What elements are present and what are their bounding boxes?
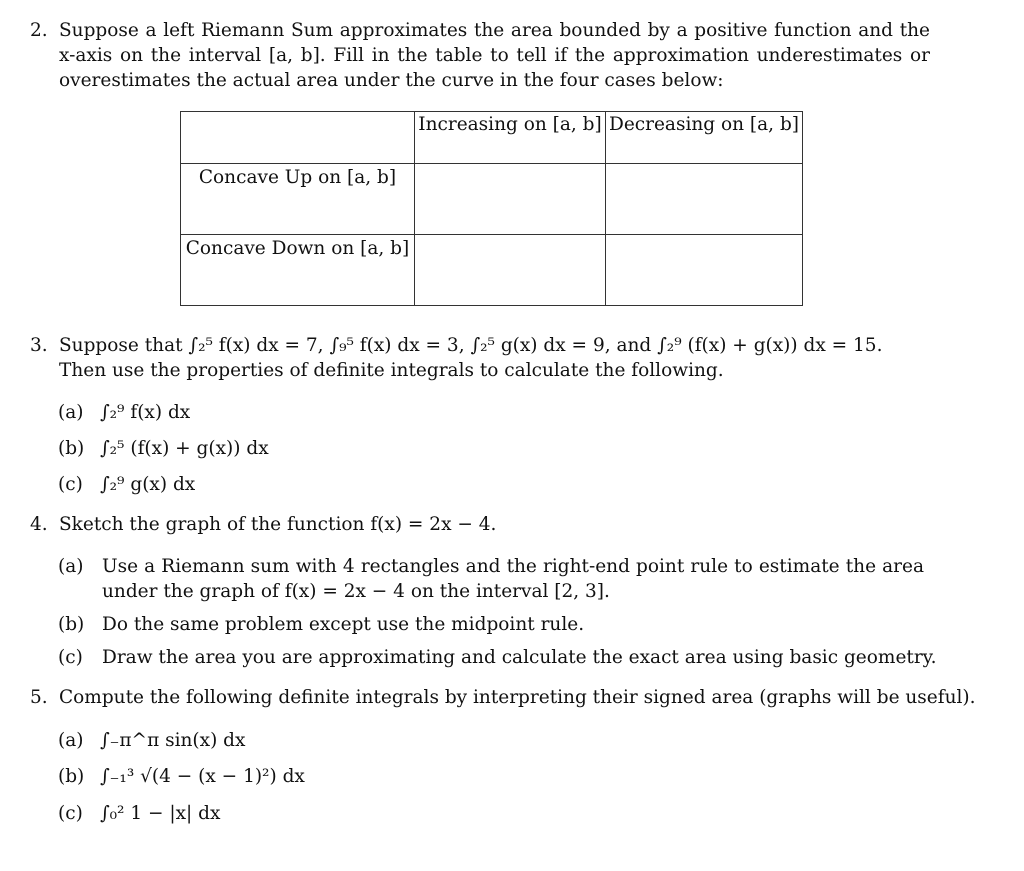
problem-text: Compute the following definite integrals by interpreting their signed area (graphs will be useful). — [59, 687, 976, 708]
answer-cell[interactable] — [415, 235, 606, 306]
part-text: Draw the area you are approximating and calculate the exact area using basic geometry. — [102, 647, 937, 668]
part-label: (a) — [58, 556, 84, 577]
part-label: (c) — [58, 803, 83, 824]
part-label: (c) — [58, 647, 83, 668]
part-label: (c) — [58, 474, 83, 495]
problem-5-part-b — [58, 764, 305, 789]
problem-3-part-b — [58, 436, 269, 461]
problem-3 — [30, 333, 930, 383]
problem-4-part-a — [58, 554, 924, 604]
part-text: Use a Riemann sum with 4 rectangles and the right-end point rule to estimate the area under the graph of f(x) = 2x − 4 on the interval [2, 3]. — [102, 556, 924, 602]
problem-2 — [30, 18, 930, 93]
problem-3-part-a — [58, 400, 190, 425]
part-text: ∫₋π^π sin(x) dx — [100, 730, 246, 751]
problem-instructions: Then use the properties of definite integrals to calculate the following. — [59, 360, 724, 381]
problem-5-part-c — [58, 801, 220, 826]
part-label: (a) — [58, 730, 84, 751]
row-header-concave-up: Concave Up on [a, b] — [181, 164, 415, 235]
part-text: ∫₋₁³ √(4 − (x − 1)²) dx — [100, 766, 305, 787]
part-text: ∫₂⁵ (f(x) + g(x)) dx — [100, 438, 269, 459]
problem-4 — [30, 512, 930, 537]
riemann-table — [180, 111, 803, 306]
problem-number: 4. — [30, 514, 48, 535]
column-header-increasing: Increasing on [a, b] — [415, 112, 606, 164]
problem-3-part-c — [58, 472, 195, 497]
problem-5 — [30, 685, 976, 710]
answer-cell[interactable] — [606, 164, 803, 235]
table-corner-cell — [181, 112, 415, 164]
column-header-decreasing: Decreasing on [a, b] — [606, 112, 803, 164]
problem-text: Sketch the graph of the function f(x) = 2x − 4. — [59, 514, 497, 535]
problem-4-part-b — [58, 612, 584, 637]
part-text: Do the same problem except use the midpoint rule. — [102, 614, 585, 635]
part-text: ∫₂⁹ g(x) dx — [100, 474, 196, 495]
problem-number: 5. — [30, 687, 48, 708]
problem-text: Suppose a left Riemann Sum approximates the area bounded by a positive function and the x-axis on the interval [a, b]. Fill in the table to tell if the approximation underestimates or overestimates the actual area under the curve in the four cases below: — [59, 20, 930, 91]
problem-given: Suppose that ∫₂⁵ f(x) dx = 7, ∫₉⁵ f(x) dx = 3, ∫₂⁵ g(x) dx = 9, and ∫₂⁹ (f(x) + g(x)) dx = 15. — [59, 335, 883, 356]
problem-number: 2. — [30, 20, 48, 41]
problem-4-part-c — [58, 645, 937, 670]
part-text: ∫₀² 1 − |x| dx — [100, 803, 221, 824]
answer-cell[interactable] — [606, 235, 803, 306]
problem-5-part-a — [58, 728, 245, 753]
part-label: (b) — [58, 614, 85, 635]
part-label: (a) — [58, 402, 84, 423]
part-text: ∫₂⁹ f(x) dx — [100, 402, 191, 423]
part-label: (b) — [58, 766, 85, 787]
problem-number: 3. — [30, 335, 48, 356]
part-label: (b) — [58, 438, 85, 459]
answer-cell[interactable] — [415, 164, 606, 235]
row-header-concave-down: Concave Down on [a, b] — [181, 235, 415, 306]
